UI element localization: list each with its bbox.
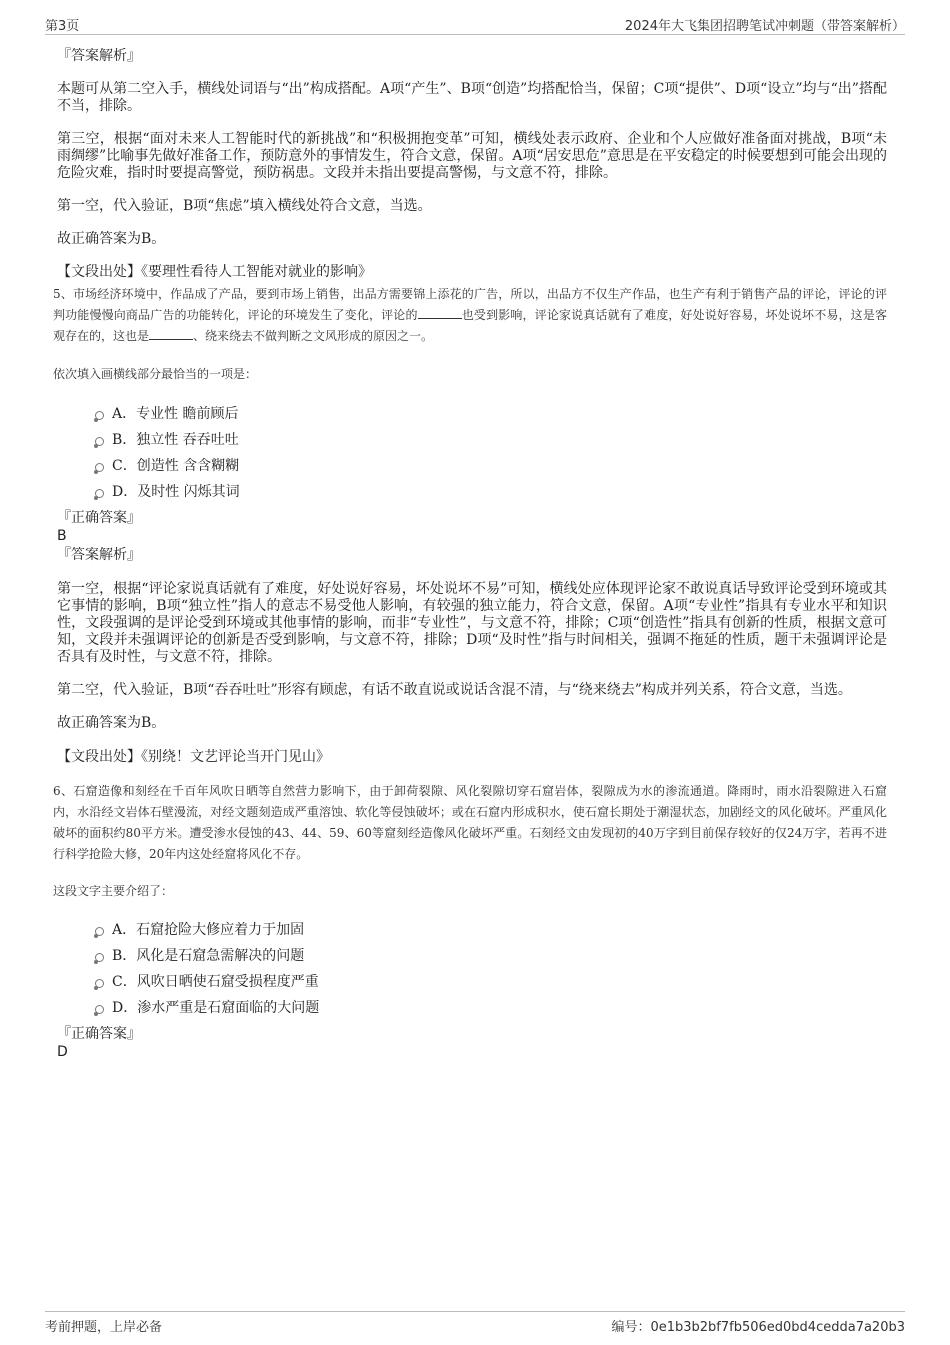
radio-icon[interactable] <box>95 1005 104 1014</box>
q6-option-d[interactable]: D．渗水严重是石窟面临的大问题 <box>95 994 887 1020</box>
q5-prompt: 依次填入画横线部分最恰当的一项是： <box>53 367 258 381</box>
radio-icon[interactable] <box>95 953 104 962</box>
q5-options <box>95 400 887 504</box>
q5-blank-1 <box>418 306 462 319</box>
q4-source: 【文段出处】《要理性看待人工智能对就业的影响》 <box>57 264 372 280</box>
q6-question-text: 6、石窟造像和刻经在千百年风吹日晒等自然营力影响下，由于卸荷裂隙、风化裂隙切穿石窟岩体，裂隙成为水的渗流通道。降雨时，雨水沿裂隙进入石窟内，水沿经文岩体石壁漫流，对经文题刻造成严重溶蚀、软化等侵蚀破坏；或在石窟内形成积水，使石窟长期处于潮湿状态，加剧经文的风化破坏。严重风化破坏的面积约80平方米。遭受渗水侵蚀的43、44、59、60等窟刻经造像风化破坏严重。石刻经文由发现初的40万字到目前保存较好的仅24万字，若再不进行科学抢险大修，20年内这处经窟将风化不存。 <box>53 784 887 861</box>
q5-analysis-p1: 第一空，根据“评论家说真话就有了难度，好处说好容易，坏处说坏不易”可知，横线处应体现评论家不敢说真话导致评论受到环境或其它事情的影响，B项“独立性”指人的意志不易受他人影响，有较强的独立能力，符合文意，保留。A项“专业性”指具有专业水平和知识性，文段强调的是评论受到环境或其他事情的影响，而非“专业性”，与文意不符，排除；C项“创造性”指具有创新的性质，根据文意可知，文段并未强调评论的创新是否受到影响，与文意不符，排除；D项“及时性”指与时间相关，强调不拖延的性质，题干未强调评论是否具有及时性，与文意不符，排除。 <box>57 581 887 665</box>
q5-option-a[interactable]: A．专业性 瞻前顾后 <box>95 400 887 426</box>
q5-option-b[interactable]: B．独立性 吞吞吐吐 <box>95 426 887 452</box>
q6-option-a[interactable]: A．石窟抢险大修应着力于加固 <box>95 916 887 942</box>
q5-analysis-p3: 故正确答案为B。 <box>57 715 166 731</box>
q5-answer-label: 『正确答案』 <box>57 510 141 526</box>
q6-option-c[interactable]: C．风吹日晒使石窟受损程度严重 <box>95 968 887 994</box>
q6-prompt: 这段文字主要介绍了： <box>53 884 174 898</box>
radio-icon[interactable] <box>95 463 104 472</box>
radio-icon[interactable] <box>95 489 104 498</box>
q5-blank-2 <box>149 327 193 340</box>
radio-icon[interactable] <box>95 437 104 446</box>
q5-answer: B <box>57 528 67 544</box>
q5-source: 【文段出处】《别绕！文艺评论当开门见山》 <box>57 749 330 765</box>
q6-answer: D <box>57 1044 68 1060</box>
q4-analysis-p1: 本题可从第二空入手，横线处词语与“出”构成搭配。A项“产生”、B项“创造”均搭配恰当，保留；C项“提供”、D项“设立”均与“出”搭配不当，排除。 <box>57 81 887 114</box>
page-header-title: 2024年大飞集团招聘笔试冲刺题（带答案解析） <box>624 19 905 34</box>
q6-option-b[interactable]: B．风化是石窟急需解决的问题 <box>95 942 887 968</box>
q6-options <box>95 916 887 1020</box>
q5-analysis-label: 『答案解析』 <box>57 547 141 563</box>
q4-analysis-p2: 第三空，根据“面对未来人工智能时代的新挑战”和“积极拥抱变革”可知，横线处表示政府、企业和个人应做好准备面对挑战，B项“未雨绸缪”比喻事先做好准备工作，预防意外的事情发生，符合文意，保留。A项“居安思危”意思是在平安稳定的时候要想到可能会出现的危险灾难，指时时要提高警觉，预防祸患。文段并未指出要提高警惕，与文意不符，排除。 <box>57 131 887 181</box>
header-divider <box>45 34 905 35</box>
radio-icon[interactable] <box>95 927 104 936</box>
radio-icon[interactable] <box>95 979 104 988</box>
q4-analysis-p3: 第一空，代入验证，B项“焦虑”填入横线处符合文意，当选。 <box>57 198 432 214</box>
q5-option-c[interactable]: C．创造性 含含糊糊 <box>95 452 887 478</box>
document-body <box>53 46 887 1061</box>
footer-divider <box>45 1311 905 1312</box>
page-footer-slogan: 考前押题，上岸必备 <box>45 1320 163 1335</box>
q5-question-text: 5、市场经济环境中，作品成了产品，要到市场上销售，出品方需要锦上添花的广告，所以，出品方不仅生产作品，也生产有利于销售产品的评论，评论的评判功能慢慢向商品广告的功能转化，评论的环境发生了变化，评论的 也受到影响，评论家说真话就有了难度，好处说好容易，坏处说坏不易，这是客观存在的，这也是 、绕来绕去不做判断之文风形成的原因之一。 <box>53 287 887 343</box>
q6-answer-label: 『正确答案』 <box>57 1026 141 1042</box>
q4-analysis-p4: 故正确答案为B。 <box>57 231 166 247</box>
page-header-page-number: 第3页 <box>45 19 80 34</box>
page-footer-id: 编号：0e1b3b2bf7fb506ed0bd4cedda7a20b3 <box>611 1320 905 1335</box>
q4-analysis-label: 『答案解析』 <box>57 48 141 64</box>
q5-option-d[interactable]: D．及时性 闪烁其词 <box>95 478 887 504</box>
radio-icon[interactable] <box>95 411 104 420</box>
q5-analysis-p2: 第二空，代入验证，B项“吞吞吐吐”形容有顾虑，有话不敢直说或说话含混不清，与“绕来绕去”构成并列关系，符合文意，当选。 <box>57 682 852 698</box>
